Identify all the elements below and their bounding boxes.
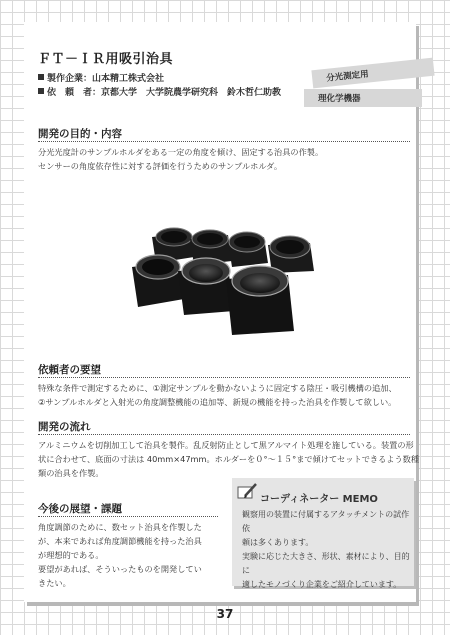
memo-line: 実験に応じた大きさ、形状、素材により、目的に <box>242 552 410 575</box>
purpose-line: センサーの角度依存性に対する評価を行うためのサンプルホルダ。 <box>38 161 283 171</box>
page-number: 37 <box>216 607 234 621</box>
memo-text <box>242 508 410 592</box>
request-text <box>38 381 397 409</box>
coordinator-memo-box <box>232 478 414 589</box>
company-text: 製作企業：山本精工株式会社 <box>47 74 165 84</box>
memo-heading: コーディネーター MEMO <box>260 494 378 505</box>
bullet-square-icon <box>38 88 44 94</box>
section-divider <box>38 141 410 142</box>
future-line: きたい。 <box>38 578 71 588</box>
holder-front-2 <box>178 258 234 315</box>
bullet-square-icon <box>38 74 44 80</box>
request-line: ②サンプルホルダと入射光の角度調整機能の追加等、新規の機能を持った治具を作製して欲しい。 <box>38 397 397 407</box>
future-line: が理想的である。 <box>38 550 104 560</box>
purpose-heading: 開発の目的・内容 <box>38 128 122 140</box>
category-tag: 分光測定用 <box>311 58 434 89</box>
purpose-line: 分光光度計のサンプルホルダをある一定の角度を傾け、固定する治具の作製。 <box>38 147 324 157</box>
company-line <box>38 71 164 84</box>
purpose-text <box>38 145 323 173</box>
future-heading: 今後の展望・課題 <box>38 503 122 515</box>
memo-line: 観察用の装置に付属するアタッチメントの試作依 <box>242 510 410 533</box>
holder-front-3 <box>226 266 294 335</box>
flow-text <box>38 438 419 480</box>
requester-line <box>38 85 281 98</box>
holder-back-4 <box>268 236 314 273</box>
flow-line: アルミニウムを切削加工して治具を製作。乱反射防止として黒アルマイト処理を施している。装置の形 <box>38 440 414 450</box>
flow-line: 状に合わせて、底面の寸法は 40mm×47mm。ホルダーを０°～１５°まで傾けてセットできるよう数種 <box>38 454 420 464</box>
jig-photo <box>130 215 315 340</box>
section-divider <box>38 377 410 378</box>
future-line: 要望があれば、そういったものを開発してい <box>38 564 202 574</box>
memo-line: 頼は多くあります。 <box>242 538 314 547</box>
page-title: ＦＴ－ＩＲ用吸引治具 <box>38 52 174 67</box>
request-line: 特殊な条件で測定するために、①測定サンプルを動かないように固定する陰圧・吸引機構の追加、 <box>38 383 397 393</box>
future-text <box>38 520 202 590</box>
pencil-icon <box>236 482 258 502</box>
flow-heading: 開発の流れ <box>38 421 91 433</box>
future-line: 角度調節のために、数セット治具を作製した <box>38 522 202 532</box>
requester-text: 依 頼 者：京都大学 大学院農学研究科 鈴木哲仁助教 <box>47 88 282 98</box>
holder-front-1 <box>132 255 184 307</box>
flow-line: 類の治具を作製。 <box>38 468 104 478</box>
field-tag: 理化学機器 <box>304 89 422 107</box>
memo-line: 適したモノづくり企業をご紹介しています。 <box>242 580 402 589</box>
holder-back-3 <box>228 232 268 267</box>
request-heading: 依頼者の要望 <box>38 364 101 376</box>
section-divider <box>38 516 218 517</box>
section-divider <box>38 434 410 435</box>
future-line: が、本来であれば角度調節機能を持った治具 <box>38 536 202 546</box>
